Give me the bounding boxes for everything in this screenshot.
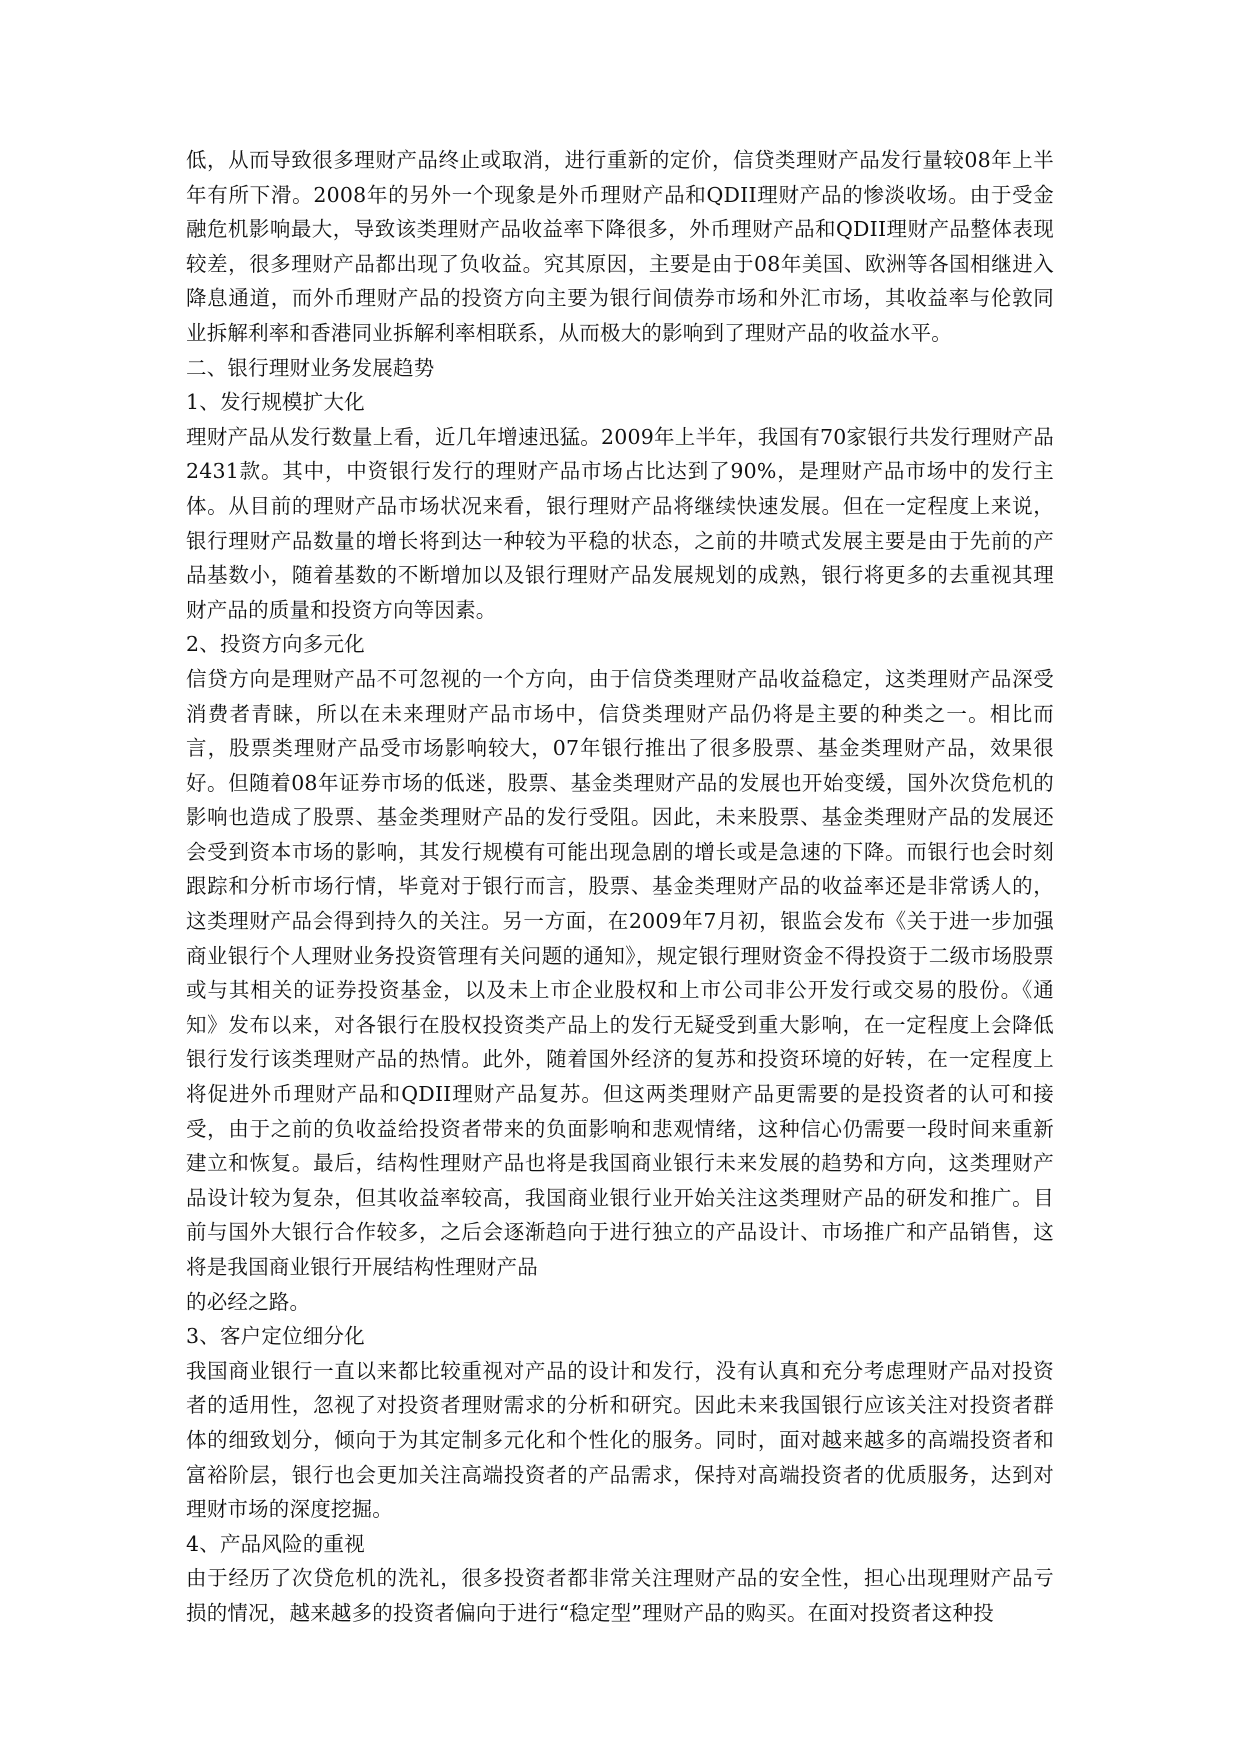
paragraph-product-risk: 由于经历了次贷危机的洗礼，很多投资者都非常关注理财产品的安全性，担心出现理财产品亏损的情况，越来越多的投资者偏向于进行“稳定型”理财产品的购买。在面对投资者这种投: [186, 1566, 1054, 1625]
subheading-investment-direction: 2、投资方向多元化: [186, 632, 365, 657]
paragraph-intro: 低，从而导致很多理财产品终止或取消，进行重新的定价，信贷类理财产品发行量较08年上半年有所下滑。2008年的另外一个现象是外币理财产品和QDII理财产品的惨淡收场。由于受金融危机影响最大，导致该类理财产品收益率下降很多，外币理财产品和QDII理财产品整体表现较差，很多理财产品都出现了负收益。究其原因，主要是由于08年美国、欧洲等各国相继进入降息通道，而外币理财产品的投资方向主要为银行间债券市场和外汇市场，其收益率与伦敦同业拆解利率和香港同业拆解利率相联系，从而极大的影响到了理财产品的收益水平。: [186, 148, 1054, 345]
section-title: 二、银行理财业务发展趋势: [186, 355, 435, 380]
paragraph-issuance-scale: 理财产品从发行数量上看，近几年增速迅猛。2009年上半年，我国有70家银行共发行理财产品2431款。其中，中资银行发行的理财产品市场占比达到了90%，是理财产品市场中的发行主体。从目前的理财产品市场状况来看，银行理财产品将继续快速发展。但在一定程度上来说，银行理财产品数量的增长将到达一种较为平稳的状态，之前的井喷式发展主要是由于先前的产品基数小，随着基数的不断增加以及银行理财产品发展规划的成熟，银行将更多的去重视其理财产品的质量和投资方向等因素。: [186, 424, 1054, 622]
paragraph-investment-direction: 信贷方向是理财产品不可忽视的一个方向，由于信贷类理财产品收益稳定，这类理财产品深受消费者青睐，所以在未来理财产品市场中，信贷类理财产品仍将是主要的种类之一。相比而言，股票类理财产品受市场影响较大，07年银行推出了很多股票、基金类理财产品，效果很好。但随着08年证券市场的低迷，股票、基金类理财产品的发展也开始变缓，国外次贷危机的影响也造成了股票、基金类理财产品的发行受阻。因此，未来股票、基金类理财产品的发展还会受到资本市场的影响，其发行规模有可能出现急剧的增长或是急速的下降。而银行也会时刻跟踪和分析市场行情，毕竟对于银行而言，股票、基金类理财产品的收益率还是非常诱人的，这类理财产品会得到持久的关注。另一方面，在2009年7月初，银监会发布《关于进一步加强商业银行个人理财业务投资管理有关问题的通知》，规定银行理财资金不得投资于二级市场股票或与其相关的证券投资基金，以及未上市企业股权和上市公司非公开发行或交易的股份。《通知》发布以来，对各银行在股权投资类产品上的发行无疑受到重大影响，在一定程度上会降低银行发行该类理财产品的热情。此外，随着国外经济的复苏和投资环境的好转，在一定程度上将促进外币理财产品和QDII理财产品复苏。但这两类理财产品更需要的是投资者的认可和接受，由于之前的负收益给投资者带来的负面影响和悲观情绪，这种信心仍需要一段时间来重新建立和恢复。最后，结构性理财产品也将是我国商业银行未来发展的趋势和方向，这类理财产品设计较为复杂，但其收益率较高，我国商业银行业开始关注这类理财产品的研发和推广。目前与国外大银行合作较多，之后会逐渐趋向于进行独立的产品设计、市场推广和产品销售，这将是我国商业银行开展结构性理财产品: [186, 666, 1054, 1279]
document-body: [186, 143, 1054, 1631]
subheading-product-risk: 4、产品风险的重视: [186, 1531, 365, 1556]
paragraph-customer-positioning: 我国商业银行一直以来都比较重视对产品的设计和发行，没有认真和充分考虑理财产品对投资者的适用性，忽视了对投资者理财需求的分析和研究。因此未来我国银行应该关注对投资者群体的细致划分，倾向于为其定制多元化和个性化的服务。同时，面对越来越多的高端投资者和富裕阶层，银行也会更加关注高端投资者的产品需求，保持对高端投资者的优质服务，达到对理财市场的深度挖掘。: [186, 1358, 1054, 1522]
subheading-customer-positioning: 3、客户定位细分化: [186, 1324, 365, 1349]
subheading-issuance-scale: 1、发行规模扩大化: [186, 390, 365, 415]
paragraph-investment-direction-tail: 的必经之路。: [186, 1289, 311, 1314]
